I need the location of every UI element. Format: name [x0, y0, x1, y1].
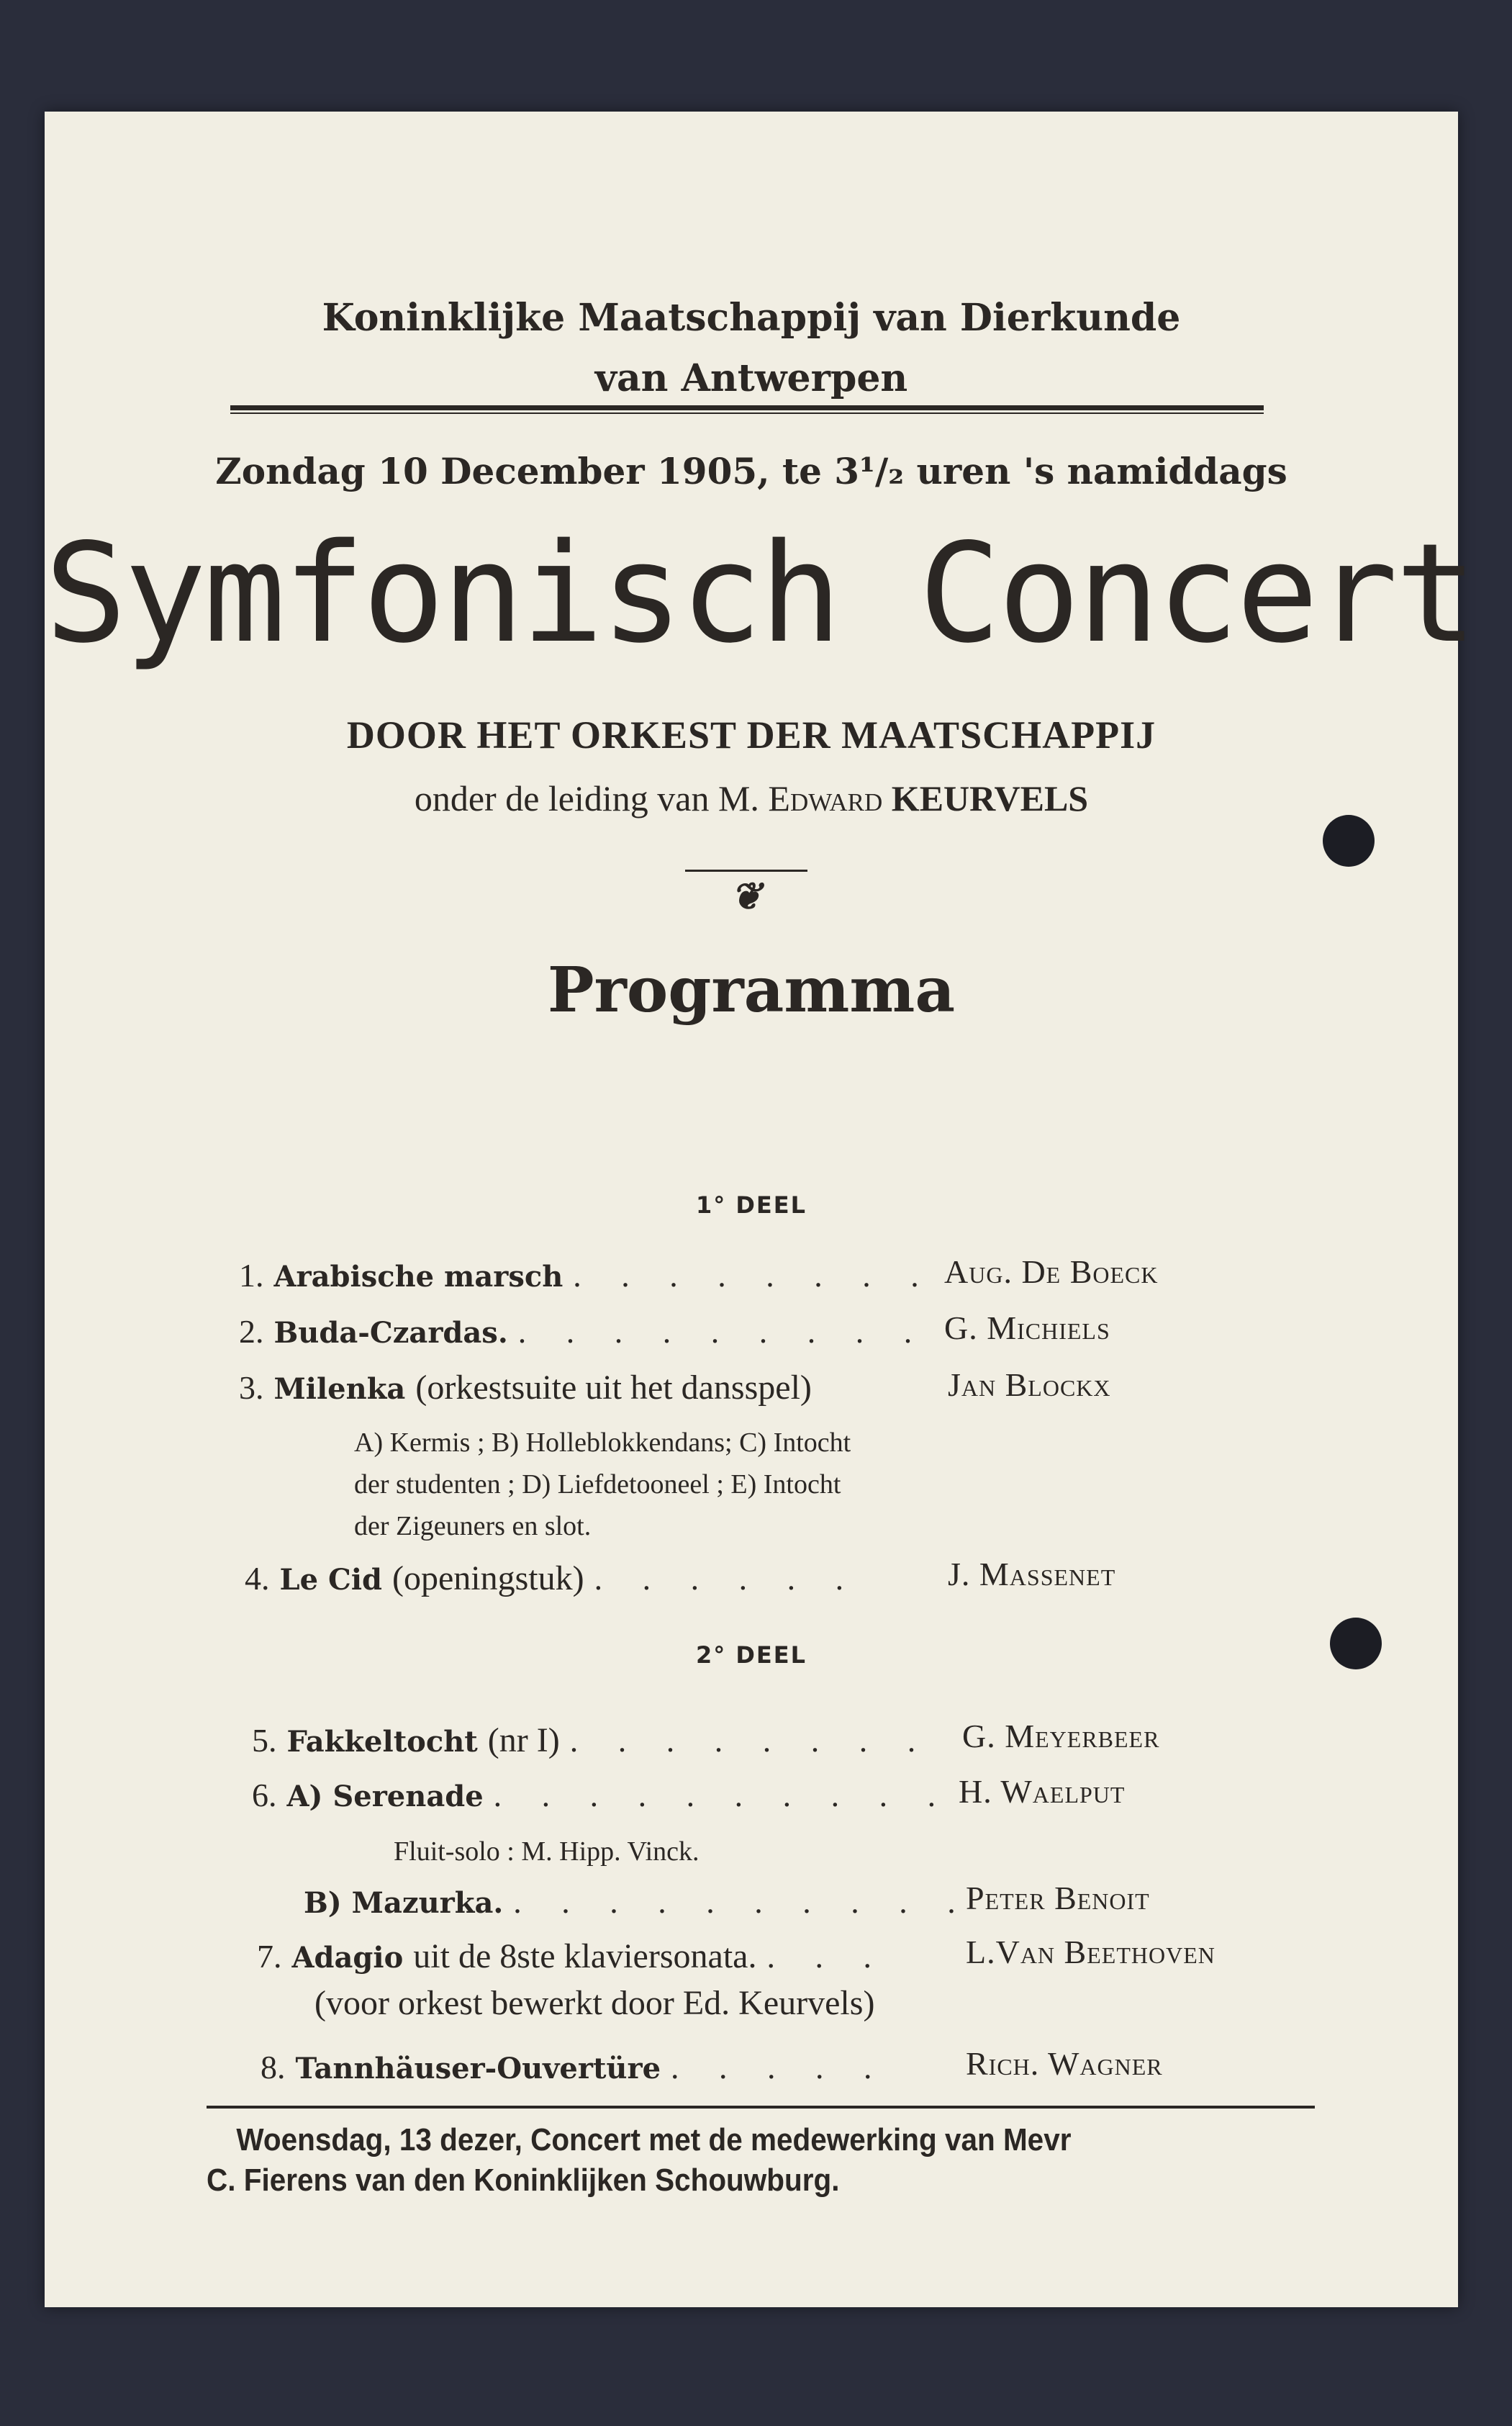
item-title: B) Mazurka.	[304, 1886, 504, 1920]
item-number: 6.	[252, 1777, 277, 1813]
movements-line-2: der studenten ; D) Liefdetooneel ; E) Intocht	[354, 1469, 841, 1500]
item-title: Tannhäuser-Ouvertüre	[295, 2052, 661, 2085]
punch-hole-top	[1323, 815, 1375, 867]
item-title: Adagio	[291, 1941, 404, 1975]
conductor-prefix: onder de leiding van M.	[414, 778, 759, 819]
item-title: A) Serenade	[286, 1780, 484, 1813]
programme-heading: Programma	[547, 954, 956, 1027]
part-2-heading: 2° DEEL	[695, 1641, 807, 1669]
society-name	[45, 288, 1458, 409]
punch-hole-bottom	[1330, 1618, 1382, 1669]
item-description: (orkestsuite uit het dansspel)	[415, 1368, 812, 1407]
programme-item-4	[245, 1559, 859, 1598]
concert-title: Symfonisch Concert	[45, 514, 1475, 673]
leader-dots: . . . . . .	[594, 1560, 860, 1597]
ornament-rule	[685, 870, 807, 872]
leader-dots: . . . . . . . . .	[517, 1313, 928, 1350]
item-description: uit de 8ste klaviersonata.	[413, 1937, 757, 1975]
society-line-2: van Antwerpen	[594, 356, 908, 400]
programme-sheet	[45, 112, 1475, 2307]
footer-notice	[207, 2120, 1071, 2201]
item-number: 2.	[239, 1313, 264, 1350]
item-title: Fakkeltocht	[286, 1725, 478, 1759]
item-2-composer: G. Michiels	[944, 1309, 1110, 1346]
item-title: Milenka	[273, 1372, 406, 1406]
ornament-icon: ❦	[730, 875, 762, 919]
footer-line-1: Woensdag, 13 dezer, Concert met de medewerking van Mevr	[236, 2122, 1072, 2157]
item-number: 5.	[252, 1722, 277, 1759]
programme-item-3	[239, 1368, 812, 1407]
footer-line-2: C. Fierens van den Koninklijken Schouwburg.	[207, 2163, 840, 2198]
item-number: 4.	[245, 1560, 270, 1597]
item-number: 1.	[239, 1257, 264, 1294]
programme-item-2	[239, 1312, 928, 1350]
programme-item-8	[261, 2048, 888, 2086]
item-8-composer: Rich. Wagner	[966, 2045, 1163, 2082]
movements-line-3: der Zigeuners en slot.	[354, 1511, 592, 1541]
programme-item-1	[239, 1256, 935, 1294]
item-title: Buda-Czardas.	[273, 1316, 508, 1350]
programme-item-6a	[252, 1776, 951, 1814]
item-description: (openingstuk)	[392, 1559, 584, 1597]
item-number: 8.	[261, 2049, 286, 2085]
item-1-composer: Aug. De Boeck	[944, 1253, 1159, 1290]
item-title: Le Cid	[279, 1563, 382, 1597]
item-5-composer: G. Meyerbeer	[962, 1718, 1160, 1754]
header-rule	[230, 405, 1264, 414]
item-7-composer: L.Van Beethoven	[966, 1934, 1216, 1970]
item-6b-composer: Peter Benoit	[966, 1880, 1150, 1916]
conductor-first-name: Edward	[768, 778, 883, 819]
adagio-note: (voor orkest bewerkt door Ed. Keurvels)	[314, 1984, 875, 2022]
concert-date: Zondag 10 December 1905, te 3¹/₂ uren 's namiddags	[215, 450, 1287, 492]
society-line-1: Koninklijke Maatschappij van Dierkunde	[322, 296, 1181, 340]
item-description: (nr I)	[487, 1721, 560, 1759]
leader-dots: . . . . .	[671, 2049, 888, 2085]
item-number: 7.	[257, 1938, 282, 1975]
item-6a-composer: H. Waelput	[959, 1773, 1126, 1810]
footer-rule	[207, 2106, 1315, 2109]
item-3-composer: Jan Blockx	[948, 1366, 1111, 1403]
conductor-line	[45, 777, 1458, 819]
leader-dots: . . . . . . . . . .	[513, 1883, 972, 1920]
serenade-note: Fluit-solo : M. Hipp. Vinck.	[394, 1836, 700, 1867]
part-1-heading: 1° DEEL	[695, 1191, 807, 1219]
item-4-composer: J. Massenet	[948, 1556, 1116, 1592]
item-3-movements	[354, 1422, 851, 1547]
leader-dots: . . . . . . . .	[569, 1722, 932, 1759]
orchestra-line: DOOR HET ORKEST DER MAATSCHAPPIJ	[346, 713, 1156, 757]
programme-item-5	[252, 1721, 931, 1760]
leader-dots: . . . . . . . .	[573, 1257, 935, 1294]
item-title: Arabische marsch	[273, 1260, 563, 1294]
leader-dots: . . .	[766, 1938, 887, 1975]
conductor-last-name: KEURVELS	[891, 778, 1089, 819]
movements-line-1: A) Kermis ; B) Holleblokkendans; C) Intocht	[354, 1428, 851, 1458]
programme-item-7	[257, 1936, 887, 1976]
programme-item-6b	[304, 1882, 972, 1921]
item-number: 3.	[239, 1369, 264, 1406]
leader-dots: . . . . . . . . . .	[493, 1777, 952, 1813]
